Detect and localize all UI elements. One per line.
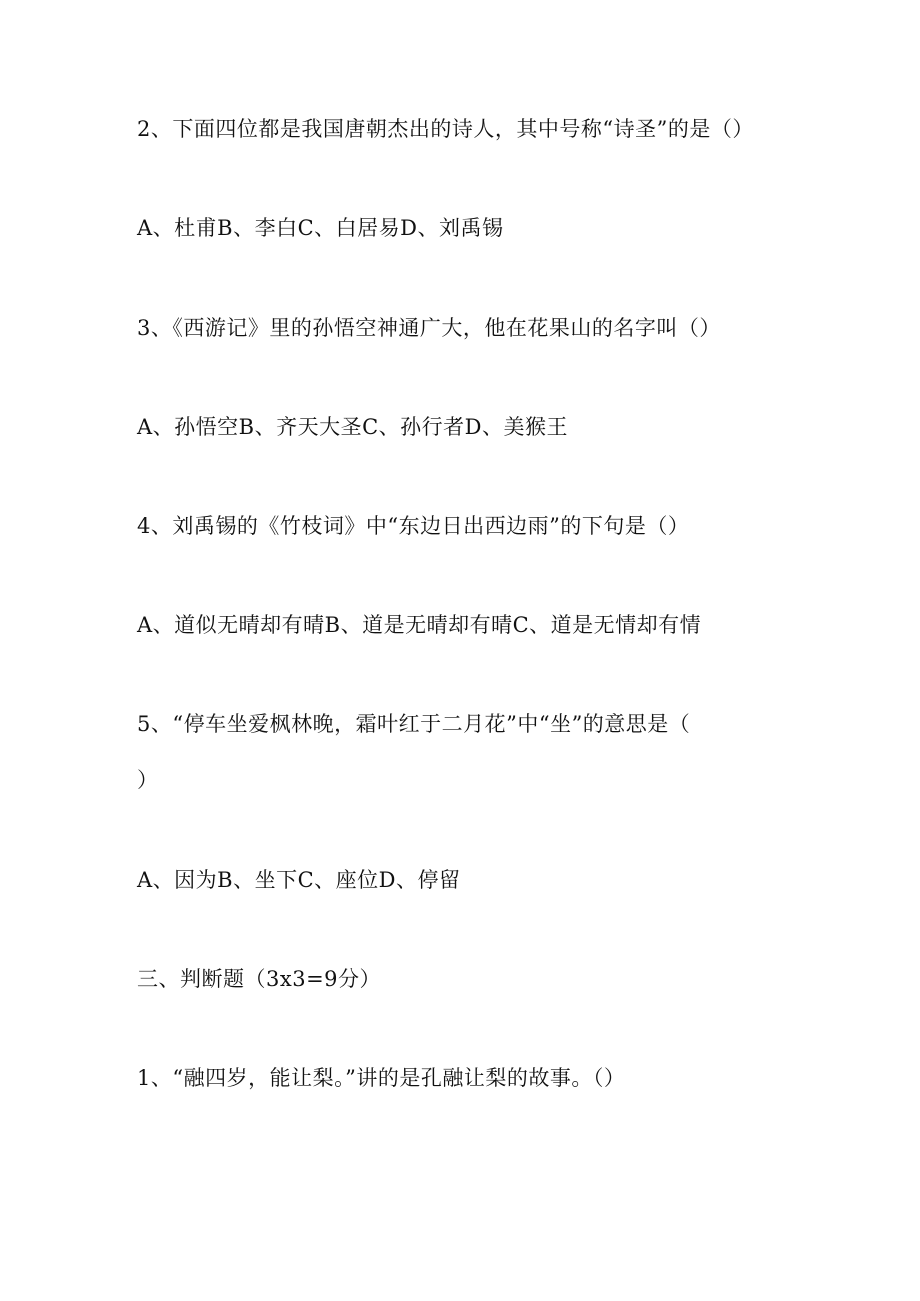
question-3: 3、《西游记》里的孙悟空神通广大，他在花果山的名字叫（） [137,316,721,340]
question-5: 5、“停车坐爱枫林晚，霜叶红于二月花”中“坐”的意思是（ [137,712,691,736]
question-3-options: A、孙悟空B、齐天大圣C、孙行者D、美猴王 [137,415,569,439]
section-heading: 三、判断题（3x3=9分） [137,967,382,991]
question-5-options: A、因为B、坐下C、座位D、停留 [137,868,461,892]
question-4: 4、刘禹锡的《竹枝词》中“东边日出西边雨”的下句是（） [137,514,690,538]
question-2-options: A、杜甫B、李白C、白居易D、刘禹锡 [137,216,504,240]
question-4-options: A、道似无晴却有晴B、道是无晴却有晴C、道是无情却有情 [137,613,702,637]
question-2: 2、下面四位都是我国唐朝杰出的诗人，其中号称“诗圣”的是（） [137,117,754,141]
question-5-continued: ） [137,768,159,792]
judgement-question-1: 1、“融四岁，能让梨。”讲的是孔融让梨的故事。（） [137,1066,626,1090]
